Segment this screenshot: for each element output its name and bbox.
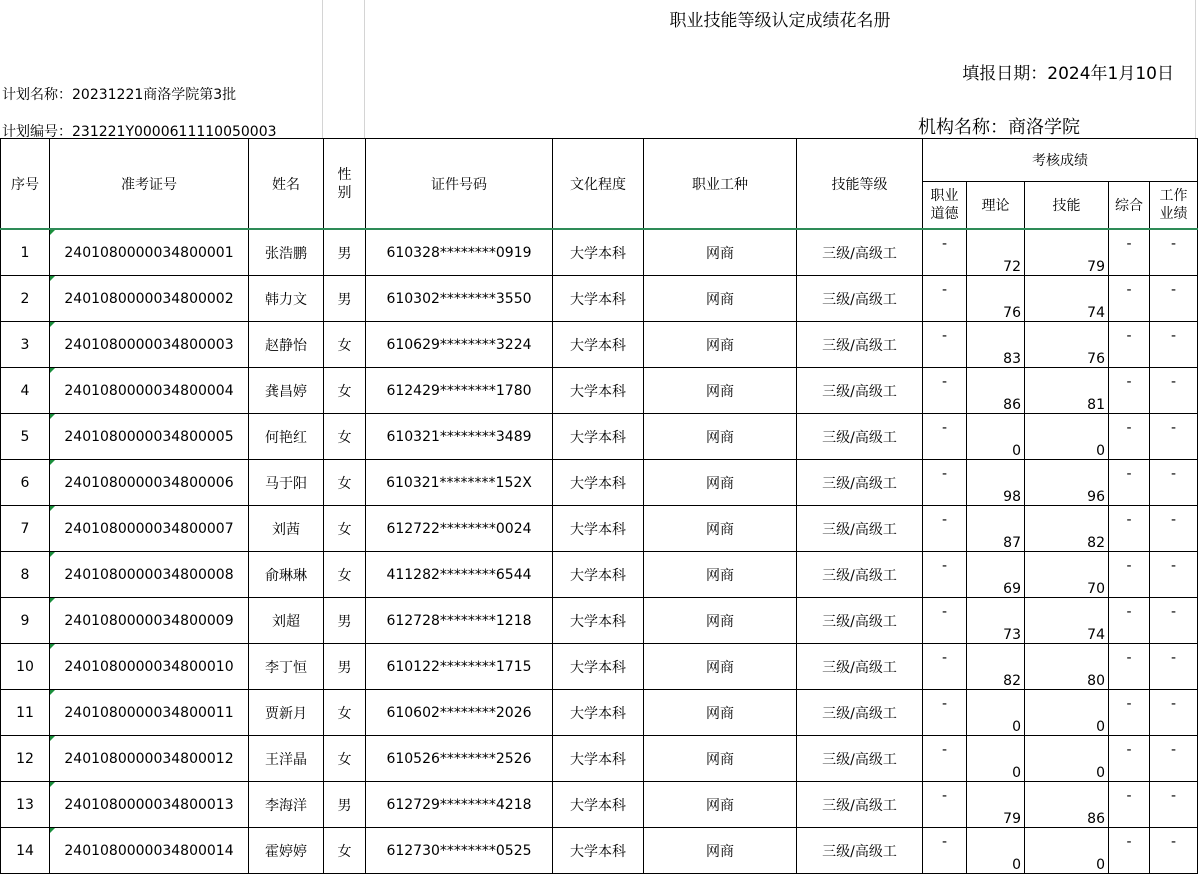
cell-id-no[interactable]: 610302********3550	[366, 276, 553, 322]
cell-work[interactable]: -	[1150, 736, 1198, 782]
cell-skill[interactable]: 70	[1025, 552, 1109, 598]
cell-level[interactable]: 三级/高级工	[797, 460, 923, 506]
cell-theory[interactable]: 73	[967, 598, 1025, 644]
cell-ticket[interactable]: 2401080000034800010	[50, 644, 249, 690]
col-ethics-label: 职业道德	[930, 187, 959, 222]
cell-theory[interactable]: 0	[967, 736, 1025, 782]
cell-ticket[interactable]: 2401080000034800011	[50, 690, 249, 736]
cell-level[interactable]: 三级/高级工	[797, 690, 923, 736]
cell-theory[interactable]: 0	[967, 828, 1025, 874]
cell-ethics[interactable]: -	[923, 598, 967, 644]
cell-ethics[interactable]: -	[923, 460, 967, 506]
cell-work[interactable]: -	[1150, 782, 1198, 828]
cell-overall[interactable]: -	[1109, 460, 1150, 506]
cell-id-no[interactable]: 612429********1780	[366, 368, 553, 414]
cell-id-no[interactable]: 612722********0024	[366, 506, 553, 552]
org-name: 机构名称：商洛学院	[918, 117, 1080, 138]
cell-overall[interactable]: -	[1109, 598, 1150, 644]
cell-work[interactable]: -	[1150, 229, 1198, 276]
table-row	[1, 229, 1198, 276]
cell-id-no[interactable]: 610321********152X	[366, 460, 553, 506]
cell-name[interactable]: 俞琳琳	[249, 552, 324, 598]
table-row	[1, 828, 1198, 874]
cell-ticket[interactable]: 2401080000034800008	[50, 552, 249, 598]
cell-occupation[interactable]: 网商	[644, 690, 797, 736]
sheet-title: 职业技能等级认定成绩花名册	[669, 11, 891, 31]
cell-occupation[interactable]: 网商	[644, 552, 797, 598]
cell-theory[interactable]: 86	[967, 368, 1025, 414]
cell-name[interactable]: 韩力文	[249, 276, 324, 322]
cell-ethics[interactable]: -	[923, 552, 967, 598]
cell-overall[interactable]: -	[1109, 782, 1150, 828]
cell-education[interactable]: 大学本科	[553, 690, 644, 736]
plan-name: 计划名称：20231221商洛学院第3批	[2, 87, 237, 103]
cell-ticket[interactable]: 2401080000034800007	[50, 506, 249, 552]
cell-skill[interactable]: 80	[1025, 644, 1109, 690]
score-table	[0, 138, 1198, 874]
cell-work[interactable]: -	[1150, 690, 1198, 736]
cell-ethics[interactable]: -	[923, 229, 967, 276]
cell-theory[interactable]: 0	[967, 690, 1025, 736]
table-row	[1, 782, 1198, 828]
cell-ethics[interactable]: -	[923, 782, 967, 828]
cell-overall[interactable]: -	[1109, 690, 1150, 736]
cell-gender[interactable]: 男	[324, 276, 366, 322]
cell-overall[interactable]: -	[1109, 414, 1150, 460]
cell-overall[interactable]: -	[1109, 276, 1150, 322]
cell-name[interactable]: 何艳红	[249, 414, 324, 460]
cell-name[interactable]: 赵静怡	[249, 322, 324, 368]
cell-ethics[interactable]: -	[923, 414, 967, 460]
cell-id-no[interactable]: 610321********3489	[366, 414, 553, 460]
cell-occupation[interactable]: 网商	[644, 229, 797, 276]
cell-overall[interactable]: -	[1109, 644, 1150, 690]
cell-skill[interactable]: 0	[1025, 690, 1109, 736]
table-row	[1, 598, 1198, 644]
cell-gender[interactable]: 女	[324, 460, 366, 506]
cell-education[interactable]: 大学本科	[553, 552, 644, 598]
col-work[interactable]	[1150, 181, 1198, 229]
table-row	[1, 552, 1198, 598]
cell-overall[interactable]: -	[1109, 368, 1150, 414]
col-gender[interactable]	[324, 139, 366, 230]
cell-ticket[interactable]: 2401080000034800003	[50, 322, 249, 368]
cell-gender[interactable]: 男	[324, 229, 366, 276]
cell-skill[interactable]: 82	[1025, 506, 1109, 552]
cell-level[interactable]: 三级/高级工	[797, 828, 923, 874]
cell-occupation[interactable]: 网商	[644, 322, 797, 368]
table-row	[1, 644, 1198, 690]
col-name[interactable]: 姓名	[249, 139, 324, 230]
cell-gender[interactable]: 女	[324, 414, 366, 460]
cell-education[interactable]: 大学本科	[553, 736, 644, 782]
cell-seq[interactable]: 4	[1, 368, 50, 414]
cell-ethics[interactable]: -	[923, 644, 967, 690]
cell-id-no[interactable]: 612729********4218	[366, 782, 553, 828]
cell-education[interactable]: 大学本科	[553, 598, 644, 644]
cell-work[interactable]: -	[1150, 322, 1198, 368]
cell-skill[interactable]: 0	[1025, 414, 1109, 460]
cell-skill[interactable]: 81	[1025, 368, 1109, 414]
cell-ticket[interactable]: 2401080000034800014	[50, 828, 249, 874]
cell-education[interactable]: 大学本科	[553, 322, 644, 368]
cell-education[interactable]: 大学本科	[553, 276, 644, 322]
table-row	[1, 460, 1198, 506]
cell-level[interactable]: 三级/高级工	[797, 506, 923, 552]
cell-seq[interactable]: 5	[1, 414, 50, 460]
cell-seq[interactable]: 11	[1, 690, 50, 736]
cell-level[interactable]: 三级/高级工	[797, 644, 923, 690]
cell-ticket[interactable]: 2401080000034800001	[50, 229, 249, 276]
col-skill[interactable]: 技能	[1025, 181, 1109, 229]
cell-level[interactable]: 三级/高级工	[797, 368, 923, 414]
cell-name[interactable]: 张浩鹏	[249, 229, 324, 276]
cell-seq[interactable]: 1	[1, 229, 50, 276]
cell-education[interactable]: 大学本科	[553, 828, 644, 874]
cell-theory[interactable]: 82	[967, 644, 1025, 690]
cell-education[interactable]: 大学本科	[553, 414, 644, 460]
cell-gender[interactable]: 女	[324, 690, 366, 736]
cell-work[interactable]: -	[1150, 368, 1198, 414]
gridline	[322, 0, 323, 138]
cell-name[interactable]: 刘超	[249, 598, 324, 644]
cell-ticket[interactable]: 2401080000034800013	[50, 782, 249, 828]
cell-overall[interactable]: -	[1109, 552, 1150, 598]
cell-gender[interactable]: 女	[324, 552, 366, 598]
cell-level[interactable]: 三级/高级工	[797, 598, 923, 644]
cell-skill[interactable]: 79	[1025, 229, 1109, 276]
col-ticket[interactable]: 准考证号	[50, 139, 249, 230]
cell-theory[interactable]: 72	[967, 229, 1025, 276]
col-overall[interactable]: 综合	[1109, 181, 1150, 229]
cell-ethics[interactable]: -	[923, 368, 967, 414]
cell-ticket[interactable]: 2401080000034800006	[50, 460, 249, 506]
cell-skill[interactable]: 96	[1025, 460, 1109, 506]
cell-gender[interactable]: 女	[324, 322, 366, 368]
cell-seq[interactable]: 14	[1, 828, 50, 874]
cell-work[interactable]: -	[1150, 644, 1198, 690]
cell-ethics[interactable]: -	[923, 736, 967, 782]
cell-work[interactable]: -	[1150, 552, 1198, 598]
cell-gender[interactable]: 女	[324, 506, 366, 552]
cell-ticket[interactable]: 2401080000034800012	[50, 736, 249, 782]
cell-seq[interactable]: 13	[1, 782, 50, 828]
col-education[interactable]: 文化程度	[553, 139, 644, 230]
cell-education[interactable]: 大学本科	[553, 460, 644, 506]
cell-seq[interactable]: 9	[1, 598, 50, 644]
cell-theory[interactable]: 69	[967, 552, 1025, 598]
cell-seq[interactable]: 10	[1, 644, 50, 690]
cell-name[interactable]: 王洋晶	[249, 736, 324, 782]
cell-ethics[interactable]: -	[923, 828, 967, 874]
cell-name[interactable]: 刘茜	[249, 506, 324, 552]
cell-work[interactable]: -	[1150, 506, 1198, 552]
cell-theory[interactable]: 87	[967, 506, 1025, 552]
cell-id-no[interactable]: 612730********0525	[366, 828, 553, 874]
cell-seq[interactable]: 6	[1, 460, 50, 506]
cell-theory[interactable]: 79	[967, 782, 1025, 828]
cell-occupation[interactable]: 网商	[644, 276, 797, 322]
col-level[interactable]: 技能等级	[797, 139, 923, 230]
cell-overall[interactable]: -	[1109, 322, 1150, 368]
cell-name[interactable]: 马于阳	[249, 460, 324, 506]
cell-ethics[interactable]: -	[923, 690, 967, 736]
table-row	[1, 322, 1198, 368]
cell-level[interactable]: 三级/高级工	[797, 782, 923, 828]
table-row	[1, 736, 1198, 782]
gridline	[1195, 0, 1196, 138]
cell-skill[interactable]: 74	[1025, 276, 1109, 322]
cell-occupation[interactable]: 网商	[644, 736, 797, 782]
cell-name[interactable]: 李丁恒	[249, 644, 324, 690]
cell-id-no[interactable]: 610629********3224	[366, 322, 553, 368]
cell-theory[interactable]: 76	[967, 276, 1025, 322]
cell-seq[interactable]: 7	[1, 506, 50, 552]
cell-ethics[interactable]: -	[923, 506, 967, 552]
cell-gender[interactable]: 男	[324, 782, 366, 828]
cell-overall[interactable]: -	[1109, 828, 1150, 874]
col-ethics[interactable]	[923, 181, 967, 229]
cell-level[interactable]: 三级/高级工	[797, 552, 923, 598]
fill-date: 填报日期：2024年1月10日	[962, 64, 1174, 84]
cell-ethics[interactable]: -	[923, 276, 967, 322]
cell-theory[interactable]: 98	[967, 460, 1025, 506]
cell-ticket[interactable]: 2401080000034800009	[50, 598, 249, 644]
table-row	[1, 368, 1198, 414]
cell-occupation[interactable]: 网商	[644, 644, 797, 690]
cell-name[interactable]: 霍婷婷	[249, 828, 324, 874]
cell-education[interactable]: 大学本科	[553, 644, 644, 690]
table-row	[1, 276, 1198, 322]
cell-occupation[interactable]: 网商	[644, 414, 797, 460]
cell-ticket[interactable]: 2401080000034800005	[50, 414, 249, 460]
cell-occupation[interactable]: 网商	[644, 460, 797, 506]
cell-id-no[interactable]: 610122********1715	[366, 644, 553, 690]
col-seq[interactable]: 序号	[1, 139, 50, 230]
table-row	[1, 414, 1198, 460]
cell-theory[interactable]: 83	[967, 322, 1025, 368]
col-theory[interactable]: 理论	[967, 181, 1025, 229]
cell-seq[interactable]: 2	[1, 276, 50, 322]
cell-overall[interactable]: -	[1109, 506, 1150, 552]
col-id-no[interactable]: 证件号码	[366, 139, 553, 230]
gridline	[364, 0, 365, 138]
cell-overall[interactable]: -	[1109, 736, 1150, 782]
cell-skill[interactable]: 86	[1025, 782, 1109, 828]
cell-gender[interactable]: 男	[324, 598, 366, 644]
cell-overall[interactable]: -	[1109, 229, 1150, 276]
cell-work[interactable]: -	[1150, 414, 1198, 460]
cell-gender[interactable]: 男	[324, 644, 366, 690]
table-row	[1, 690, 1198, 736]
cell-occupation[interactable]: 网商	[644, 782, 797, 828]
cell-seq[interactable]: 3	[1, 322, 50, 368]
cell-level[interactable]: 三级/高级工	[797, 736, 923, 782]
cell-education[interactable]: 大学本科	[553, 506, 644, 552]
cell-ticket[interactable]: 2401080000034800004	[50, 368, 249, 414]
col-work-label: 工作业绩	[1159, 187, 1188, 222]
cell-level[interactable]: 三级/高级工	[797, 414, 923, 460]
cell-level[interactable]: 三级/高级工	[797, 229, 923, 276]
cell-occupation[interactable]: 网商	[644, 598, 797, 644]
cell-ethics[interactable]: -	[923, 322, 967, 368]
cell-name[interactable]: 李海洋	[249, 782, 324, 828]
cell-level[interactable]: 三级/高级工	[797, 276, 923, 322]
cell-name[interactable]: 贾新月	[249, 690, 324, 736]
cell-id-no[interactable]: 411282********6544	[366, 552, 553, 598]
cell-name[interactable]: 龚昌婷	[249, 368, 324, 414]
col-scores-group[interactable]: 考核成绩	[923, 139, 1198, 182]
cell-work[interactable]: -	[1150, 276, 1198, 322]
cell-id-no[interactable]: 610328********0919	[366, 229, 553, 276]
cell-occupation[interactable]: 网商	[644, 828, 797, 874]
cell-ticket[interactable]: 2401080000034800002	[50, 276, 249, 322]
cell-work[interactable]: -	[1150, 828, 1198, 874]
cell-education[interactable]: 大学本科	[553, 368, 644, 414]
cell-work[interactable]: -	[1150, 460, 1198, 506]
cell-gender[interactable]: 女	[324, 368, 366, 414]
cell-seq[interactable]: 8	[1, 552, 50, 598]
cell-occupation[interactable]: 网商	[644, 368, 797, 414]
cell-id-no[interactable]: 610602********2026	[366, 690, 553, 736]
cell-id-no[interactable]: 612728********1218	[366, 598, 553, 644]
col-occupation[interactable]: 职业工种	[644, 139, 797, 230]
cell-education[interactable]: 大学本科	[553, 229, 644, 276]
cell-theory[interactable]: 0	[967, 414, 1025, 460]
cell-skill[interactable]: 76	[1025, 322, 1109, 368]
cell-skill[interactable]: 0	[1025, 736, 1109, 782]
cell-work[interactable]: -	[1150, 598, 1198, 644]
plan-no: 计划编号：231221Y0000611110050003	[2, 124, 277, 140]
cell-skill[interactable]: 0	[1025, 828, 1109, 874]
cell-occupation[interactable]: 网商	[644, 506, 797, 552]
cell-gender[interactable]: 女	[324, 736, 366, 782]
cell-level[interactable]: 三级/高级工	[797, 322, 923, 368]
cell-education[interactable]: 大学本科	[553, 782, 644, 828]
cell-skill[interactable]: 74	[1025, 598, 1109, 644]
cell-id-no[interactable]: 610526********2526	[366, 736, 553, 782]
cell-seq[interactable]: 12	[1, 736, 50, 782]
col-gender-label: 性别	[337, 166, 352, 201]
table-row	[1, 506, 1198, 552]
cell-gender[interactable]: 女	[324, 828, 366, 874]
